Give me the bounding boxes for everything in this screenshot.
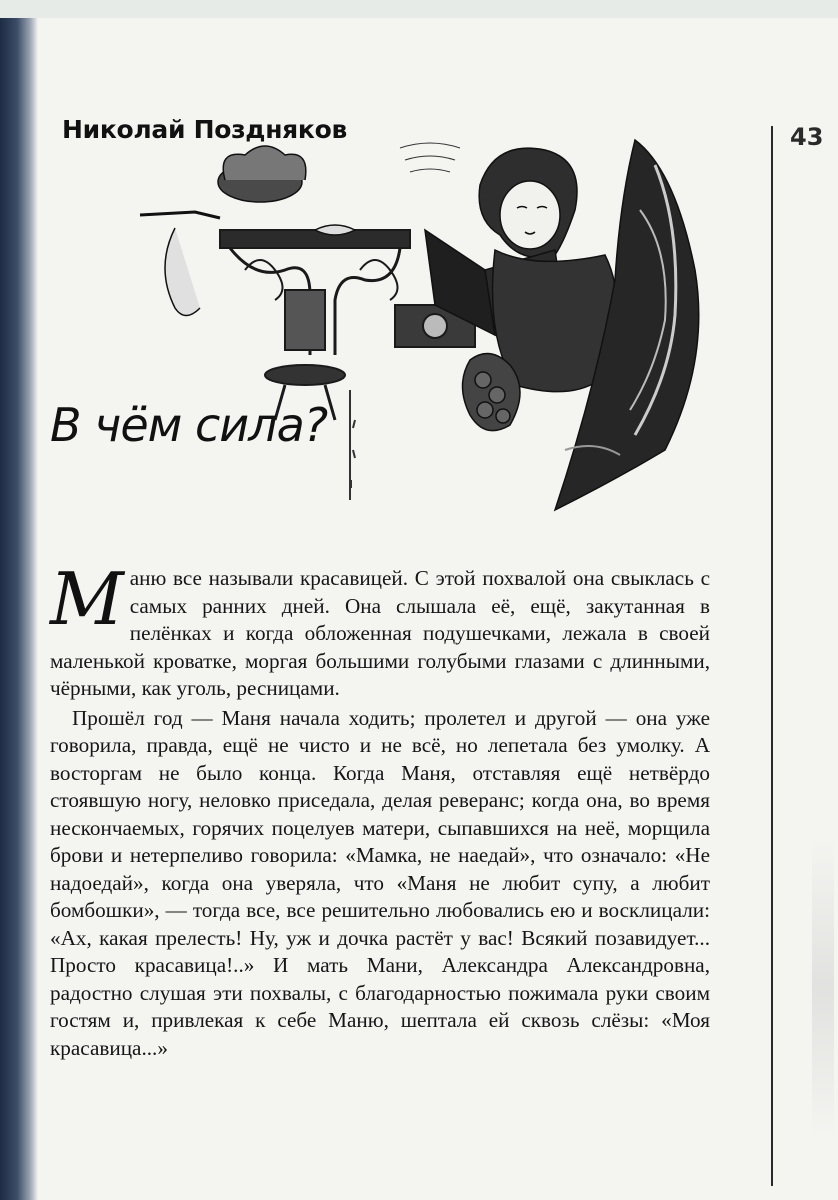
scan-top-strip [0, 0, 838, 18]
girl-figure [425, 148, 618, 430]
story-title: В чём сила? [50, 398, 328, 452]
gutter-shadow [0, 18, 38, 1200]
margin-rule [771, 126, 773, 1186]
author-name: Николай Поздняков [62, 115, 347, 144]
paragraph-2: Прошёл год — Маня начала ходить; пролетел и другой — она уже говорила, правда, ещё не чисто и не всё, но лепетала без умолку. А восторгам не было конца. Когда Маня, отставляя ещё нетвёрдо стоявшую ногу, неловко приседала, делая реверанс; когда она, во время нескончаемых, горячих поцелуев матери, сыпавшихся на неё, морщила брови и нетерпеливо говорила: «Мамка, не наедай», что означало: «Не надоедай», когда она уверяла, что «Маня не любит супу, а любит бомбошки», — тогда все, все решительно любовались ею и восклицали: «Ах, какая прелесть! Ну, уж и дочка растёт у вас! Всякий позавидует... Просто красавица!..» И мать Мани, Александра Александровна, радостно слушая эти похвалы, с благодарностью пожимала руки своим гостям и, привлекая к себе Маню, шептала ей сквозь слёзы: «Моя красавица...» [50, 705, 710, 1060]
drop-cap: М [50, 557, 124, 641]
illustration-icon [135, 120, 725, 520]
bleed-through [812, 838, 834, 1138]
page-number: 43 [790, 123, 824, 151]
story-body [50, 557, 710, 1062]
paragraph-1-text: аню все называли красавицей. С этой похвалой она свыклась с самых ранних дней. Она слышала её, ещё, закутанная в пелёнках и когда обложенная подушечками, лежала в своей маленькой кроватке, моргая большими голубыми глазами с длинными, чёрными, как уголь, ресницами. [50, 566, 710, 700]
paragraph-1 [50, 557, 710, 703]
